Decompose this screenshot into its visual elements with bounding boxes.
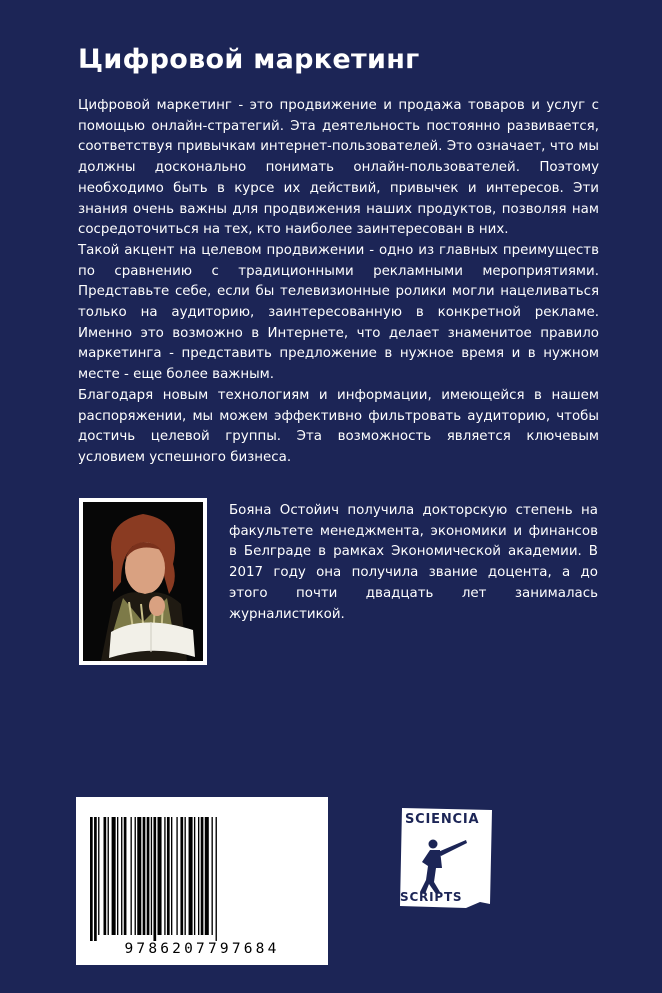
barcode-bar xyxy=(147,817,150,935)
barcode-bar xyxy=(171,817,172,935)
barcode-bar xyxy=(198,817,199,935)
barcode-bar xyxy=(189,817,193,935)
barcode-bar xyxy=(216,817,217,941)
barcode-bar xyxy=(205,817,209,935)
barcode-bar xyxy=(180,817,183,935)
barcode-bar xyxy=(135,817,136,935)
author-bio: Бояна Остойич получила докторскую степень на факультете менеджмента, экономики и финансов в Белграде в рамках Экономической академии. В 2017 году она получила звание доцента, а до этого почти двадцать лет занималась журналистикой. xyxy=(229,503,598,622)
barcode-bar xyxy=(137,817,141,935)
description xyxy=(78,96,599,469)
description-paragraph-2: Такой акцент на целевом продвижении - одно из главных преимуществ по сравнению с традиционными рекламными мероприятиями. Представьте себе, если бы телевизионные ролики могли нацеливаться только на аудиторию, заинтересованную в конкретной рекламе. Именно это возможно в Интернете, что делает знаменитое правило маркетинга - представить предложение в нужное время и в нужном месте - еще более важным. xyxy=(78,242,599,383)
barcode-bar xyxy=(94,817,97,941)
barcode-area xyxy=(76,797,328,965)
barcode-bar xyxy=(164,817,165,935)
barcode-bar xyxy=(90,817,93,941)
isbn-number: 9786207797684 xyxy=(124,941,280,957)
barcode-bar xyxy=(201,817,204,935)
publisher-logo xyxy=(396,806,496,910)
barcode-icon xyxy=(86,817,318,941)
barcode-bar xyxy=(124,817,127,935)
barcode-bar xyxy=(112,817,116,935)
barcode-bar xyxy=(98,817,99,935)
publisher-name-top: SCIENCIA xyxy=(405,812,480,827)
barcode-bar xyxy=(151,817,152,935)
barcode-bar xyxy=(176,817,177,935)
book-title: Цифровой маркетинг xyxy=(78,44,420,75)
description-paragraph-1: Цифровой маркетинг - это продвижение и продажа товаров и услуг с помощью онлайн-стратегий. Эта деятельность постоянно развивается, соответствуя привычкам интернет-пользователей. Это означает, что мы должны досконально понимать онлайн-пользователей. Поэтому необходимо быть в курсе их действий, привычек и интересов. Эти знания очень важны для продвижения наших продуктов, позволяя нам сосредоточиться на тех, кто наиболее заинтересован в них. xyxy=(78,98,599,238)
barcode-bar xyxy=(143,817,146,935)
barcode-bar xyxy=(153,817,156,941)
author-photo-icon xyxy=(83,502,203,661)
barcode-bar xyxy=(194,817,195,935)
barcode-bar xyxy=(212,817,213,935)
barcode-bar xyxy=(121,817,122,935)
barcode-bar xyxy=(167,817,170,935)
barcode-bar xyxy=(131,817,132,935)
description-paragraph-3: Благодаря новым технологиям и информации, имеющейся в нашем распоряжении, мы можем эффективно фильтровать аудиторию, чтобы достичь целевой группы. Эта возможность является ключевым условием успешного бизнеса. xyxy=(78,387,599,465)
barcode-bar xyxy=(185,817,186,935)
barcode-bar xyxy=(104,817,107,935)
barcode-bar xyxy=(117,817,118,935)
barcode-bar xyxy=(158,817,162,935)
barcode-bar xyxy=(108,817,109,935)
publisher-name-bottom: SCRIPTS xyxy=(400,890,463,904)
author-photo xyxy=(79,498,207,665)
